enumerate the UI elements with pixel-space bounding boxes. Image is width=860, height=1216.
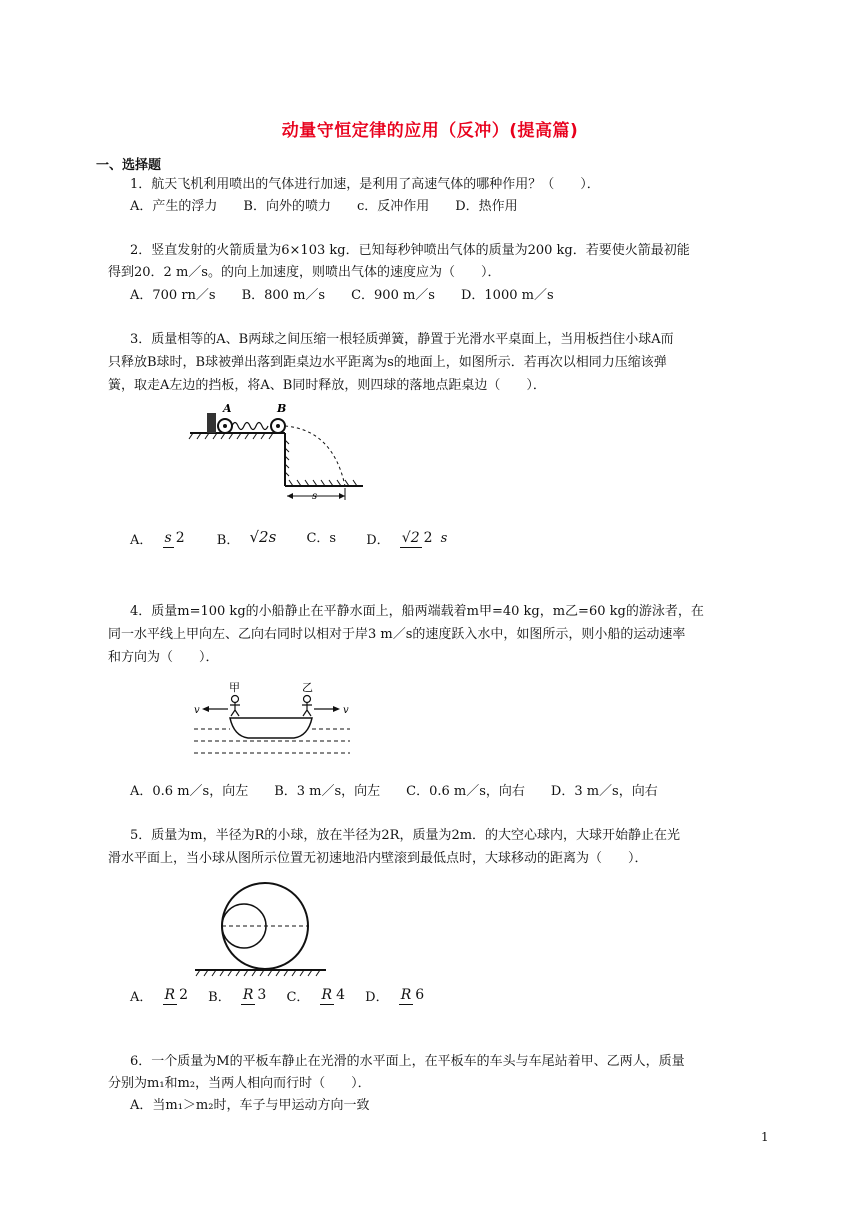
q6-stem-line1: 6．一个质量为M的平板车静止在光滑的水平面上，在平板车的车头与车尾站着甲、乙两人，质量 [130,1054,685,1069]
q6-option-a: A．当m₁＞m₂时，车子与甲运动方向一致 [130,1098,370,1113]
q1-options: A．产生的浮力 B．向外的喷力 c．反冲作用 D．热作用 [130,199,518,214]
q4-figure-label-yi: 乙 [302,681,313,694]
q6-stem-line2: 分别为m₁和m₂，当两人相向而行时（ ）． [108,1076,371,1091]
q3-figure-label-s: s [312,491,318,502]
q4-figure-label-jia: 甲 [229,681,240,694]
q5-stem-line1: 5．质量为m，半径为R的小球，放在半径为2R，质量为2m．的大空心球内，大球开始静止在光 [130,828,681,843]
q5-figure-spheres [190,878,330,978]
page-number: 1 [761,1130,769,1144]
q3-figure-label-a: A [223,402,232,415]
q4-figure-label-v-left: v [194,705,200,716]
q1-stem: 1．航天飞机利用喷出的气体进行加速，是利用了高速气体的哪种作用？（ ）． [130,177,600,192]
q4-stem-line3: 和方向为（ ）． [108,650,219,665]
q3-figure-label-b: B [277,402,287,415]
q3-option-c: C．s [306,531,337,546]
q3-option-b: B． √2s [216,528,277,548]
q4-options: A．0.6 m／s，向左 B．3 m／s，向左 C．0.6 m／s，向右 D．3 m／s，向右 [130,784,658,799]
q5-stem-line2: 滑水平面上，当小球从图所示位置无初速地沿内壁滚到最低点时，大球移动的距离为（ ）． [108,851,648,866]
q4-figure-boat [190,680,360,760]
q4-figure-label-v-right: v [343,705,349,716]
page-title: 动量守恒定律的应用（反冲）(提高篇) [281,121,579,141]
q2-options: A．700 rn／s B．800 m／s C．900 m／s D．1000 m／s [130,288,554,303]
q5-option-c: C． R 4 [286,986,346,1005]
section-heading: 一、选择题 [96,158,162,173]
q3-figure-spring-table [185,400,375,510]
q4-stem-line1: 4．质量m=100 kg的小船静止在平静水面上，船两端载着m甲=40 kg，m乙=60 kg的游泳者，在 [130,604,704,619]
q5-option-a: A． R 2 [130,986,188,1005]
q5-options [130,986,440,1005]
q3-option-d: D． √2 2 s [366,529,448,548]
q3-options [130,527,473,548]
q4-stem-line2: 同一水平线上甲向左、乙向右同时以相对于岸3 m／s的速度跃入水中，如图所示，则小船的运动速率 [108,627,686,642]
q2-stem-line1: 2．竖直发射的火箭质量为6×103 kg．已知每秒钟喷出气体的质量为200 kg．若要使火箭最初能 [130,243,690,258]
q5-option-d: D． R 6 [365,986,425,1005]
q2-stem-line2: 得到20．2 m／s。的向上加速度，则喷出气体的速度应为（ ）． [108,265,501,280]
q3-stem-line2: 只释放B球时，B球被弹出落到距桌边水平距离为s的地面上，如图所示．若再次以相同力压缩该弹 [108,355,667,370]
q3-option-a: A． s 2 [130,529,185,548]
q5-option-b: B． R 3 [208,986,267,1005]
q3-stem-line1: 3．质量相等的A、B两球之间压缩一根轻质弹簧，静置于光滑水平桌面上，当用板挡住小球A而 [130,332,674,347]
q3-stem-line3: 簧，取走A左边的挡板，将A、B同时释放，则四球的落地点距桌边（ ）． [108,378,546,393]
